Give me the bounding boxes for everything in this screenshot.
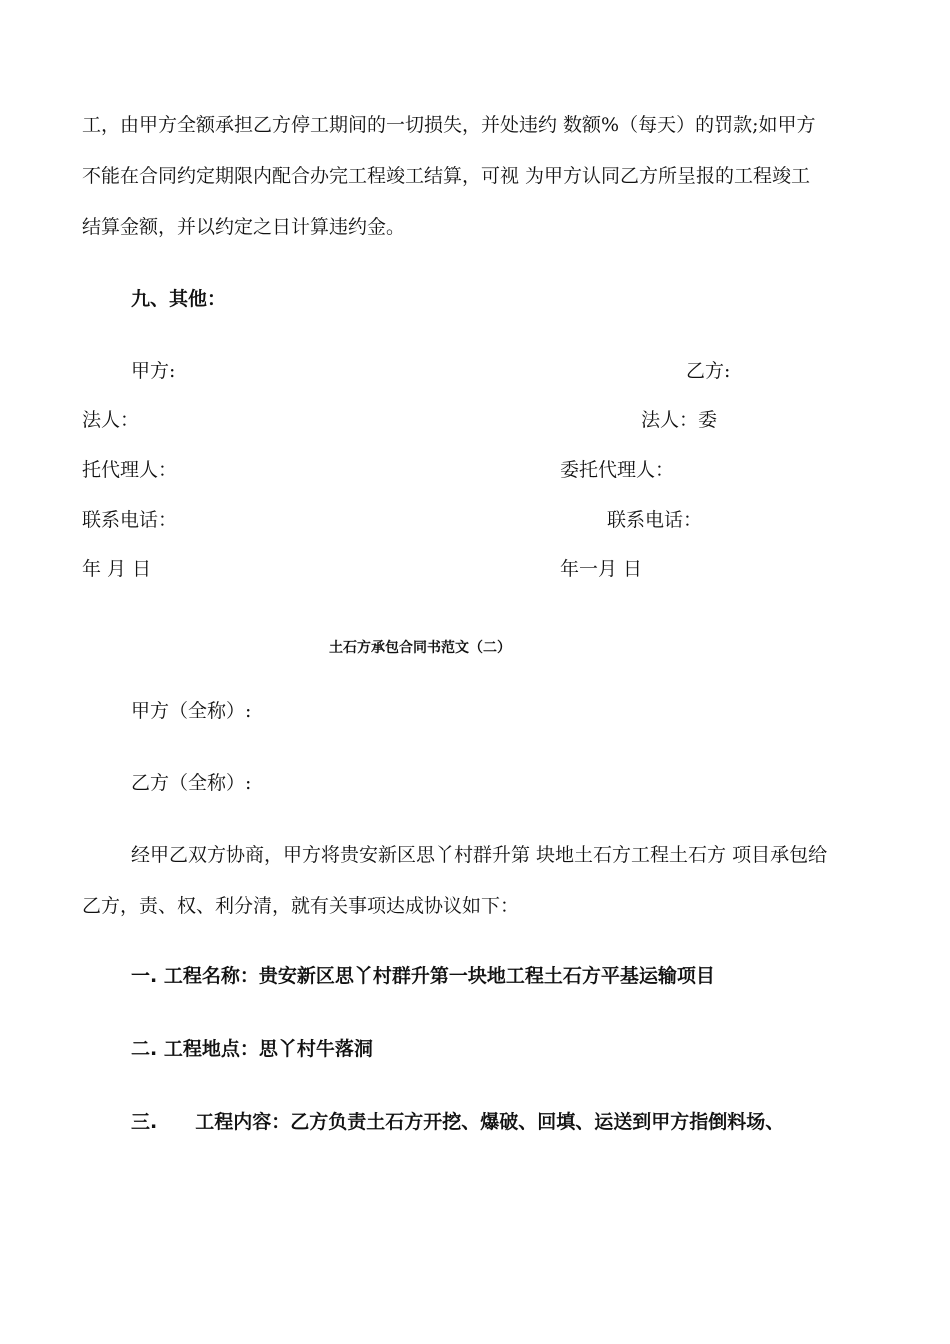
doc2-item-3 xyxy=(131,1113,784,1132)
section-9-heading: 九、其他： xyxy=(131,288,227,310)
sig-right-date: 年一月 日 xyxy=(560,558,643,580)
sig-left-agent: 托代理人： xyxy=(82,459,178,481)
sig-left-phone: 联系电话： xyxy=(82,509,178,531)
doc2-party-b: 乙方（全称）: xyxy=(131,772,252,794)
sig-left-date: 年 月 日 xyxy=(82,558,152,580)
para-cont-line-3: 结算金额，并以约定之日计算违约金。 xyxy=(82,216,406,238)
doc2-intro-line-2: 乙方，责、权、利分清，就有关事项达成协议如下： xyxy=(82,895,520,917)
doc2-item-3-number: 三. xyxy=(131,1111,158,1133)
para-cont-line-2: 不能在合同约定期限内配合办完工程竣工结算，可视 为甲方认同乙方所呈报的工程竣工 xyxy=(82,165,811,187)
sig-left-legal: 法人： xyxy=(82,409,140,431)
sig-right-agent: 委托代理人： xyxy=(560,459,675,481)
doc2-intro-line-1: 经甲乙双方协商，甲方将贵安新区思丫村群升第 块地土石方工程土石方 项目承包给 xyxy=(131,844,828,866)
sig-left-party: 甲方: xyxy=(131,360,176,382)
doc2-item-2: 二. 工程地点：思丫村牛落洞 xyxy=(131,1038,373,1060)
para-cont-line-1: 工，由甲方全额承担乙方停工期间的一切损失，并处违约 数额%（每天）的罚款;如甲方 xyxy=(82,114,816,136)
sig-right-party: 乙方: xyxy=(686,360,731,382)
doc2-item-1: 一. 工程名称：贵安新区思丫村群升第一块地工程土石方平基运输项目 xyxy=(131,965,715,987)
doc2-party-a: 甲方（全称）: xyxy=(131,700,252,722)
sig-right-phone: 联系电话： xyxy=(607,509,703,531)
sig-right-legal: 法人：委 xyxy=(641,409,718,431)
doc2-title: 土石方承包合同书范文（二） xyxy=(329,640,511,656)
doc2-item-3-text: 工程内容：乙方负责土石方开挖、爆破、回填、运送到甲方指倒料场、 xyxy=(195,1111,785,1133)
